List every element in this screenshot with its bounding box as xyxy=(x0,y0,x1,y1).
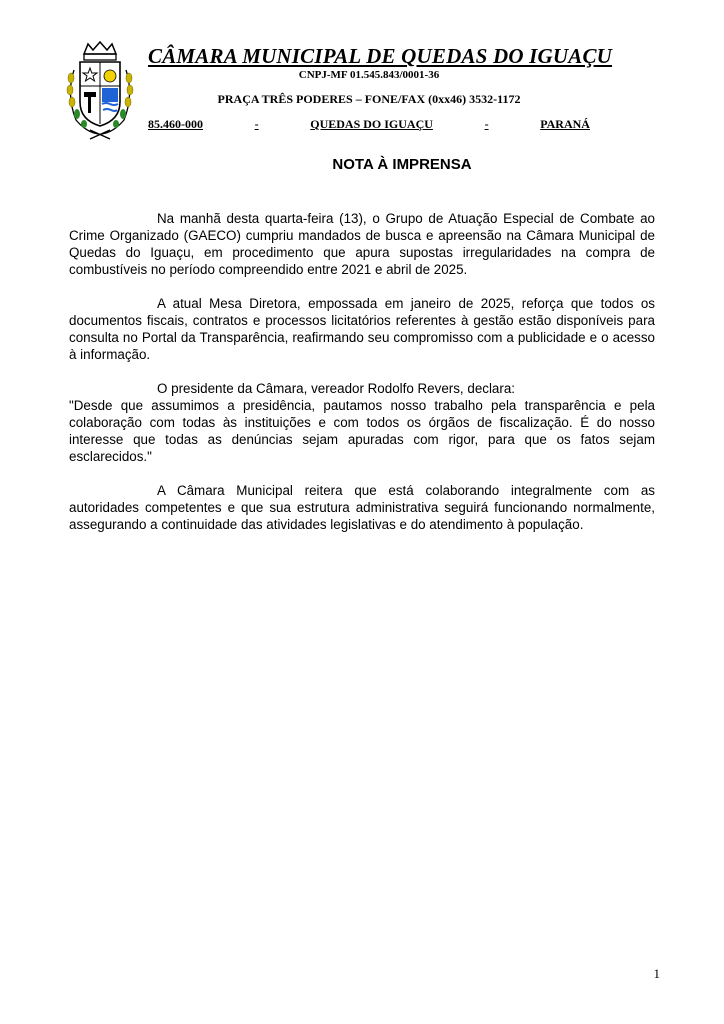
postal-code: 85.460-000 xyxy=(148,117,203,131)
paragraph: A atual Mesa Diretora, empossada em janeiro de 2025, reforça que todos os documentos fiscais, contratos e processos licitatórios referentes à gestão estão disponíveis para consulta no Portal da Transparência, reafirmando seu compromisso com a publicidade e o acesso à informação. xyxy=(69,296,655,362)
paragraph: Na manhã desta quarta-feira (13), o Grupo de Atuação Especial de Combate ao Crime Organizado (GAECO) cumpriu mandados de busca e apreensão na Câmara Municipal de Quedas do Iguaçu, em procedimento que apura supostas irregularidades na compra de combustíveis no período compreendido entre 2021 e abril de 2025. xyxy=(69,211,655,277)
municipal-coat-of-arms-icon xyxy=(62,40,138,140)
quote-paragraph: "Desde que assumimos a presidência, pautamos nosso trabalho pela transparência e pela colaboração com todas às instituições e com todos os órgãos de fiscalização. É do nosso interesse que todas as denúncias sejam apuradas com rigor, para que os fatos sejam esclarecidos." xyxy=(69,398,655,464)
page-number: 1 xyxy=(653,966,660,981)
organization-address: PRAÇA TRÊS PODERES – FONE/FAX (0xx46) 3532-1172 xyxy=(217,92,521,106)
document-title: NOTA À IMPRENSA xyxy=(332,156,472,173)
organization-cnpj: CNPJ-MF 01.545.843/0001-36 xyxy=(298,69,440,81)
city-name: QUEDAS DO IGUAÇU xyxy=(310,117,433,131)
paragraph: O presidente da Câmara, vereador Rodolfo Revers, declara: xyxy=(157,381,516,396)
organization-name: CÂMARA MUNICIPAL DE QUEDAS DO IGUAÇU xyxy=(148,44,613,68)
separator: - xyxy=(484,117,489,131)
separator: - xyxy=(254,117,259,131)
state-name: PARANÁ xyxy=(540,117,590,131)
document-body xyxy=(69,210,655,550)
paragraph: A Câmara Municipal reitera que está colaborando integralmente com as autoridades competentes e que sua estrutura administrativa seguirá funcionando normalmente, assegurando a continuidade das atividades legislativas e do atendimento à população. xyxy=(69,483,655,532)
organization-location-line xyxy=(148,117,590,132)
